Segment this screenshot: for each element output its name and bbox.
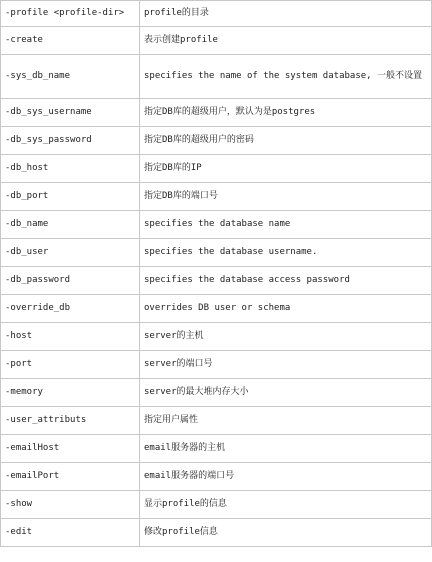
table-row xyxy=(1,155,432,183)
param-cell: -db_user xyxy=(1,239,140,267)
table-row xyxy=(1,435,432,463)
param-cell: -override_db xyxy=(1,295,140,323)
param-cell: -create xyxy=(1,27,140,55)
table-row xyxy=(1,407,432,435)
table-row xyxy=(1,323,432,351)
desc-cell: profile的目录 xyxy=(140,1,432,27)
param-cell: -db_name xyxy=(1,211,140,239)
table-row xyxy=(1,295,432,323)
param-cell: -edit xyxy=(1,519,140,547)
param-cell: -host xyxy=(1,323,140,351)
desc-cell: 指定DB库的端口号 xyxy=(140,183,432,211)
table-row xyxy=(1,55,432,99)
param-cell: -db_sys_username xyxy=(1,99,140,127)
param-cell: -user_attributs xyxy=(1,407,140,435)
table-row xyxy=(1,127,432,155)
table-row xyxy=(1,211,432,239)
desc-cell: 指定DB库的超级用户的密码 xyxy=(140,127,432,155)
param-cell: -memory xyxy=(1,379,140,407)
table-row xyxy=(1,491,432,519)
desc-cell: 显示profile的信息 xyxy=(140,491,432,519)
param-cell: -show xyxy=(1,491,140,519)
table-row xyxy=(1,1,432,27)
desc-cell: 表示创建profile xyxy=(140,27,432,55)
desc-cell: server的最大堆内存大小 xyxy=(140,379,432,407)
table-row xyxy=(1,351,432,379)
desc-cell: 指定DB库的IP xyxy=(140,155,432,183)
table-row xyxy=(1,183,432,211)
param-cell: -port xyxy=(1,351,140,379)
desc-cell: specifies the name of the system database, 一般不设置 xyxy=(140,55,432,99)
table-row xyxy=(1,239,432,267)
param-cell: -db_password xyxy=(1,267,140,295)
table-row xyxy=(1,379,432,407)
param-cell: -emailPort xyxy=(1,463,140,491)
table-row xyxy=(1,463,432,491)
table-row xyxy=(1,267,432,295)
desc-cell: specifies the database access password xyxy=(140,267,432,295)
table-row xyxy=(1,519,432,547)
param-cell: -db_host xyxy=(1,155,140,183)
desc-cell: overrides DB user or schema xyxy=(140,295,432,323)
desc-cell: 指定用户属性 xyxy=(140,407,432,435)
desc-cell: server的端口号 xyxy=(140,351,432,379)
desc-cell: 修改profile信息 xyxy=(140,519,432,547)
param-cell: -db_sys_password xyxy=(1,127,140,155)
desc-cell: 指定DB库的超级用户，默认为是postgres xyxy=(140,99,432,127)
param-cell: -sys_db_name xyxy=(1,55,140,99)
table-row xyxy=(1,27,432,55)
param-cell: -db_port xyxy=(1,183,140,211)
desc-cell: email服务器的主机 xyxy=(140,435,432,463)
desc-cell: specifies the database name xyxy=(140,211,432,239)
desc-cell: specifies the database username. xyxy=(140,239,432,267)
param-cell: -emailHost xyxy=(1,435,140,463)
param-cell: -profile <profile-dir> xyxy=(1,1,140,27)
table-row xyxy=(1,99,432,127)
desc-cell: email服务器的端口号 xyxy=(140,463,432,491)
desc-cell: server的主机 xyxy=(140,323,432,351)
